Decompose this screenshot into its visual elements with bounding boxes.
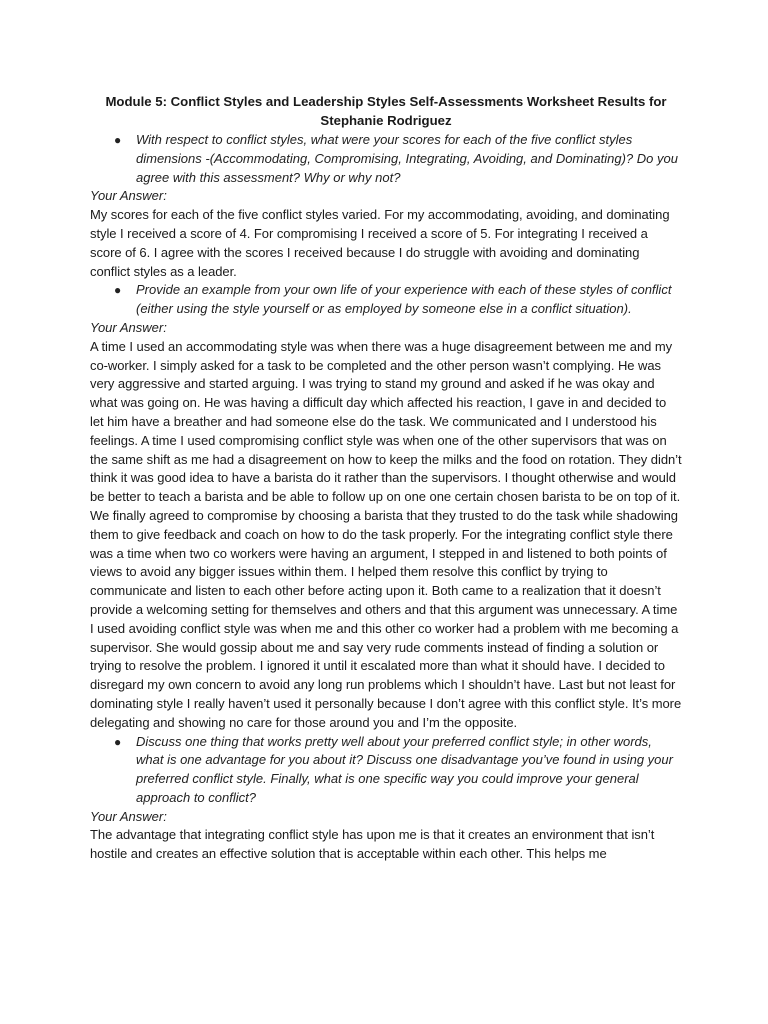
answer-1-label: Your Answer: bbox=[90, 188, 167, 204]
title-line-1: Module 5: Conflict Styles and Leadership Styles Self-Assessments Worksheet Results for bbox=[105, 94, 667, 109]
question-2 bbox=[114, 281, 682, 319]
question-3-text: Discuss one thing that works pretty well about your preferred conflict style; in other words, what is one advantage for you about it? Discuss one disadvantage you’ve found in using your preferred conflict style. Finally, what is one specific way you could improve your general approach to conflict? bbox=[136, 733, 673, 805]
answer-3-label: Your Answer: bbox=[90, 808, 167, 824]
answer-1-text: My scores for each of the five conflict styles varied. For my accommodating, avoiding, and dominating style I received a score of 4. For compromising I received a score of 5. For integrating I received a score of 6. I agree with the scores I received because I do struggle with avoiding and dominating conflict styles as a leader. bbox=[90, 207, 670, 279]
title-line-2-author: Stephanie Rodriguez bbox=[320, 113, 452, 128]
answer-2-label: Your Answer: bbox=[90, 319, 167, 335]
bullet-icon: ● bbox=[114, 283, 122, 298]
question-3 bbox=[114, 733, 682, 808]
question-1-text: With respect to conflict styles, what were your scores for each of the five conflict styles dimensions -(Accommodating, Compromising, Integrating, Avoiding, and Dominating)? Do you agree with this assessment? Why or why not? bbox=[136, 132, 678, 185]
answer-3-text: The advantage that integrating conflict style has upon me is that it creates an environment that isn’t hostile and creates an effective solution that is acceptable within each other. This helps me bbox=[90, 827, 655, 862]
answer-2-text: A time I used an accommodating style was when there was a huge disagreement between me and my co-worker. I simply asked for a task to be completed and the other person wasn’t complying. He was very aggressive and started arguing. I was trying to stand my ground and asked if he was okay and what was going on. He was having a difficult day which affected his reaction, I gave in and decided to let him have a breather and had someone else do the task. We communicated and I understood his feelings. A time I used compromising conflict style was when one of the other supervisors that was on the same shift as me had a disagreement on how to keep the milks and the food on rotation. They didn’t think it was good idea to have a barista do it rather than the supervisors. I thought otherwise and would be better to teach a barista and be able to follow up on one one certain chosen barista to be on top of it. We finally agreed to compromise by choosing a barista that they trusted to do the task while shadowing them to give feedback and coach on how to do the task properly. For the integrating conflict style there was a time when two co workers were having an argument, I stepped in and listened to both points of views to avoid any bigger issues within them. I helped them resolve this conflict by trying to communicate and listen to each other before acting upon it. Both came to a realization that it doesn’t provide a welcoming setting for themselves and others and that this argument was unnecessary. A time I used avoiding conflict style was when me and this other co worker had a problem with me becoming a supervisor. She would gossip about me and say very rude comments instead of finding a solution or trying to resolve the problem. I ignored it until it escalated more than what it should have. I decided to disregard my own concern to avoid any long run problems which I shouldn’t have. Last but not least for dominating style I really haven’t used it personally because I don’t agree with this conflict style. It’s more delegating and showing no care for those around you and I’m the opposite. bbox=[90, 338, 682, 730]
document-title bbox=[90, 92, 682, 130]
bullet-icon: ● bbox=[114, 133, 122, 147]
question-1 bbox=[114, 131, 682, 187]
bullet-icon: ● bbox=[114, 734, 122, 749]
question-2-text: Provide an example from your own life of your experience with each of these styles of conflict (either using the style yourself or as employed by someone else in a conflict situation). bbox=[136, 282, 672, 317]
worksheet-page bbox=[90, 92, 682, 864]
